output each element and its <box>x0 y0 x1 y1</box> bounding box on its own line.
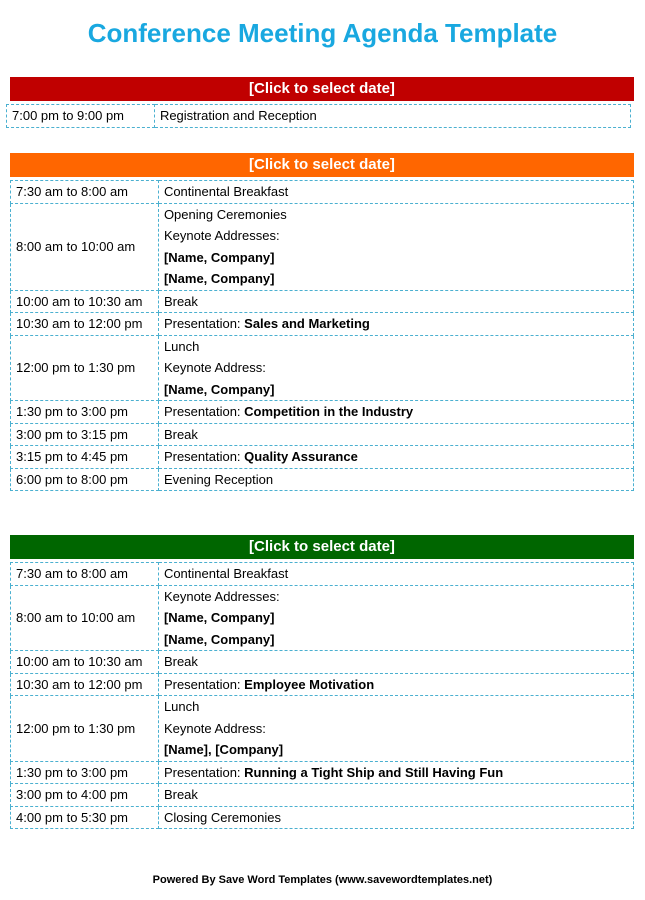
table-row <box>11 563 634 586</box>
table-row <box>11 696 634 762</box>
event-bold-text: Running a Tight Ship and Still Having Fun <box>244 764 504 780</box>
event-text: Continental Breakfast <box>163 566 289 581</box>
time-cell[interactable]: 12:00 pm to 1:30 pm <box>11 696 159 762</box>
event-bold-text: Quality Assurance <box>244 449 358 464</box>
event-text: Lunch <box>163 338 200 354</box>
event-line <box>164 784 628 806</box>
time-cell[interactable]: 3:00 pm to 3:15 pm <box>11 423 159 446</box>
event-line <box>164 379 628 401</box>
table-row <box>11 401 634 424</box>
event-bold-text: [Name, Company] <box>163 631 275 647</box>
event-line <box>164 762 628 784</box>
event-bold-text: Competition in the Industry <box>244 404 414 419</box>
event-cell[interactable] <box>158 696 633 762</box>
event-text: Presentation: <box>163 316 245 331</box>
table-row <box>11 673 634 696</box>
event-cell[interactable] <box>158 784 633 807</box>
time-cell[interactable]: 10:00 am to 10:30 am <box>11 651 159 674</box>
event-line <box>160 105 625 127</box>
event-cell[interactable] <box>158 446 633 469</box>
time-cell[interactable]: 3:00 pm to 4:00 pm <box>11 784 159 807</box>
table-row <box>11 585 634 651</box>
event-cell[interactable] <box>158 335 633 401</box>
event-line <box>164 336 628 358</box>
event-line <box>164 247 628 269</box>
event-line <box>164 225 628 247</box>
event-text: Break <box>163 293 198 309</box>
time-cell[interactable]: 7:30 am to 8:00 am <box>11 181 159 204</box>
table-row <box>11 806 634 829</box>
date-selector[interactable]: [Click to select date] <box>10 153 634 177</box>
time-cell[interactable]: 6:00 pm to 8:00 pm <box>11 468 159 491</box>
event-line <box>164 586 628 608</box>
table-row <box>7 105 631 128</box>
event-bold-text: [Name, Company] <box>163 249 275 265</box>
table-row <box>11 761 634 784</box>
time-cell[interactable]: 3:15 pm to 4:45 pm <box>11 446 159 469</box>
event-cell[interactable] <box>158 761 633 784</box>
event-bold-text: [Name, Company] <box>163 381 275 397</box>
event-text: Keynote Address: <box>163 720 266 736</box>
footer-credit: Powered By Save Word Templates (www.savewordtemplates.net) <box>152 874 493 886</box>
event-text: Presentation: <box>163 764 245 780</box>
time-cell[interactable]: 10:00 am to 10:30 am <box>11 290 159 313</box>
event-cell[interactable] <box>158 181 633 204</box>
event-cell[interactable] <box>158 585 633 651</box>
table-row <box>11 313 634 336</box>
event-bold-text: Employee Motivation <box>244 676 375 692</box>
time-cell[interactable]: 1:30 pm to 3:00 pm <box>11 761 159 784</box>
event-text: Lunch <box>163 699 200 714</box>
event-text: Keynote Addresses: <box>163 228 280 243</box>
event-line <box>164 674 628 696</box>
event-text: Keynote Addresses: <box>163 588 280 604</box>
event-text: Presentation: <box>163 449 245 464</box>
event-bold-text: [Name, Company] <box>163 610 275 625</box>
event-line <box>164 313 628 335</box>
event-line <box>164 469 628 491</box>
event-cell[interactable] <box>154 105 630 128</box>
event-cell[interactable] <box>158 651 633 674</box>
day-section-1 <box>10 77 634 128</box>
agenda-table <box>10 180 634 491</box>
time-cell[interactable]: 7:30 am to 8:00 am <box>11 563 159 586</box>
event-text: Opening Ceremonies <box>163 206 287 222</box>
event-cell[interactable] <box>158 563 633 586</box>
event-bold-text: Sales and Marketing <box>244 316 370 331</box>
event-cell[interactable] <box>158 313 633 336</box>
event-line <box>164 607 628 629</box>
event-text: Presentation: <box>163 676 245 692</box>
event-line <box>164 268 628 290</box>
time-cell[interactable]: 4:00 pm to 5:30 pm <box>11 806 159 829</box>
event-line <box>164 204 628 226</box>
agenda-table <box>10 562 634 829</box>
event-text: Break <box>163 654 198 669</box>
table-row <box>11 468 634 491</box>
event-cell[interactable] <box>158 203 633 290</box>
event-line <box>164 696 628 718</box>
table-row <box>11 423 634 446</box>
event-cell[interactable] <box>158 401 633 424</box>
event-bold-text: [Name], [Company] <box>163 742 284 757</box>
event-text: Closing Ceremonies <box>163 809 281 825</box>
event-line <box>164 446 628 468</box>
table-row <box>11 651 634 674</box>
table-row <box>11 203 634 290</box>
time-cell[interactable]: 7:00 pm to 9:00 pm <box>7 105 155 128</box>
day-section-2 <box>10 153 634 491</box>
time-cell[interactable]: 10:30 am to 12:00 pm <box>11 313 159 336</box>
date-selector[interactable]: [Click to select date] <box>10 535 634 559</box>
event-line <box>164 291 628 313</box>
event-line <box>164 739 628 761</box>
page-title: Conference Meeting Agenda Template <box>87 18 558 48</box>
day-section-3 <box>10 535 634 829</box>
time-cell[interactable]: 12:00 pm to 1:30 pm <box>11 335 159 401</box>
time-cell[interactable]: 8:00 am to 10:00 am <box>11 585 159 651</box>
event-text: Keynote Address: <box>163 360 266 375</box>
event-line <box>164 401 628 423</box>
agenda-table <box>6 104 631 128</box>
time-cell[interactable]: 1:30 pm to 3:00 pm <box>11 401 159 424</box>
event-cell[interactable] <box>158 806 633 829</box>
table-row <box>11 784 634 807</box>
event-line <box>164 563 628 585</box>
table-row <box>11 290 634 313</box>
event-text: Continental Breakfast <box>163 184 289 199</box>
event-cell[interactable] <box>158 423 633 446</box>
event-bold-text: [Name, Company] <box>163 271 275 286</box>
table-row <box>11 335 634 401</box>
event-line <box>164 181 628 203</box>
event-text: Evening Reception <box>163 471 274 487</box>
event-cell[interactable] <box>158 468 633 491</box>
event-text: Presentation: <box>163 404 245 419</box>
table-row <box>11 181 634 204</box>
event-text: Break <box>163 426 198 442</box>
event-line <box>164 424 628 446</box>
event-text: Break <box>163 787 198 802</box>
time-cell[interactable]: 8:00 am to 10:00 am <box>11 203 159 290</box>
event-line <box>164 718 628 740</box>
event-cell[interactable] <box>158 290 633 313</box>
table-row <box>11 446 634 469</box>
date-selector[interactable]: [Click to select date] <box>10 77 634 101</box>
event-cell[interactable] <box>158 673 633 696</box>
event-line <box>164 629 628 651</box>
time-cell[interactable]: 10:30 am to 12:00 pm <box>11 673 159 696</box>
event-text: Registration and Reception <box>159 108 317 123</box>
event-line <box>164 651 628 673</box>
event-line <box>164 807 628 829</box>
event-line <box>164 357 628 379</box>
